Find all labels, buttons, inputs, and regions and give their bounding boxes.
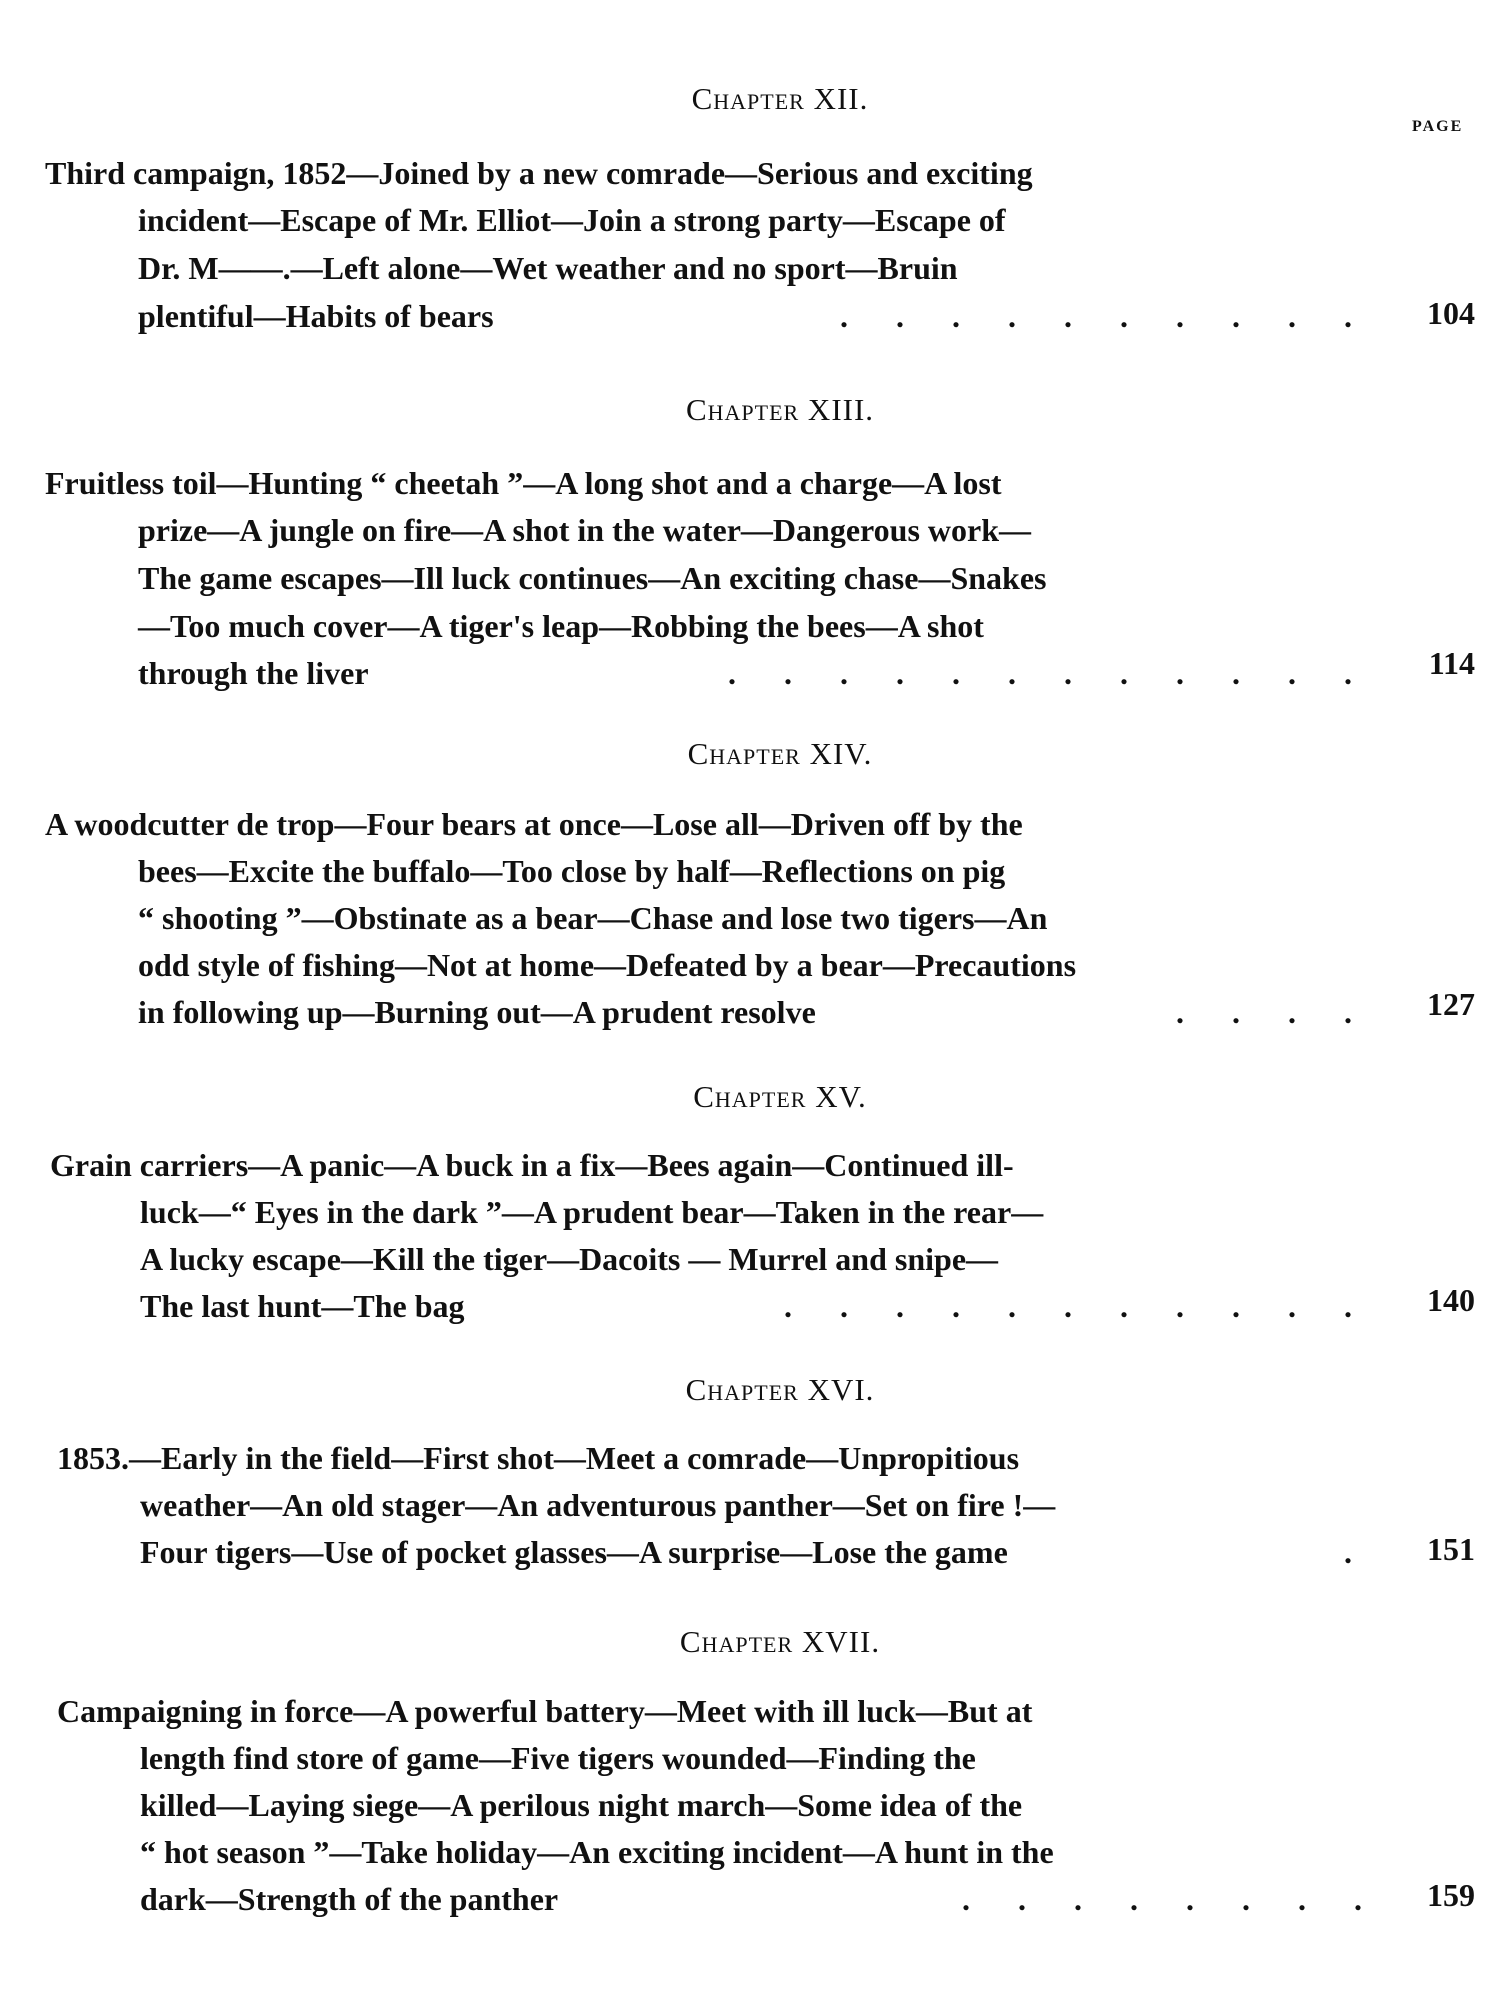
chapter-heading: Chapter XIII. [685, 392, 875, 427]
chapter-heading: Chapter XV. [693, 1079, 867, 1114]
summary-line: Third campaign, 1852—Joined by a new comrade—Serious and exciting [45, 155, 1033, 191]
summary-line: Campaigning in force—A powerful battery—Meet with ill luck—But at [57, 1693, 1033, 1729]
dot-leader: . . . . . . . . . . . . [728, 655, 1352, 691]
dot-leader: . . . . . . . . . . . [784, 1288, 1352, 1324]
summary-line: Four tigers—Use of pocket glasses—A surprise—Lose the game [140, 1534, 1008, 1570]
page-number: 114 [1428, 645, 1475, 681]
summary-line: dark—Strength of the panther [140, 1881, 559, 1917]
summary-line: 1853.—Early in the field—First shot—Meet a comrade—Unpropitious [57, 1440, 1020, 1476]
summary-final-line [138, 293, 1352, 340]
summary-line: Fruitless toil—Hunting “ cheetah ”—A long shot and a charge—A lost [45, 465, 1002, 501]
page-number: 104 [1427, 295, 1475, 331]
summary-line: The last hunt—The bag [140, 1288, 465, 1324]
page-number: 159 [1427, 1877, 1475, 1913]
chapter-heading: Chapter XVII. [679, 1624, 881, 1659]
summary-line: weather—An old stager—An adventurous panther—Set on fire !— [140, 1487, 1056, 1523]
summary-line: in following up—Burning out—A prudent resolve [138, 994, 816, 1030]
summary-final-line [140, 1876, 1362, 1923]
chapter-heading: Chapter XIV. [687, 736, 873, 771]
dot-leader: . [1344, 1534, 1352, 1570]
page-number: 140 [1427, 1282, 1475, 1318]
summary-line: Dr. M——.—Left alone—Wet weather and no sport—Bruin [138, 250, 958, 286]
summary-line: killed—Laying siege—A perilous night march—Some idea of the [140, 1787, 1023, 1823]
summary-line: incident—Escape of Mr. Elliot—Join a strong party—Escape of [138, 202, 1006, 238]
summary-line: through the liver [138, 655, 369, 691]
page-number: 127 [1427, 986, 1475, 1022]
summary-line: bees—Excite the buffalo—Too close by half—Reflections on pig [138, 853, 1006, 889]
summary-final-line [138, 650, 1352, 697]
summary-line: plentiful—Habits of bears [138, 298, 494, 334]
summary-line: luck—“ Eyes in the dark ”—A prudent bear—Taken in the rear— [140, 1194, 1044, 1230]
summary-line: odd style of fishing—Not at home—Defeated by a bear—Precautions [138, 947, 1077, 983]
summary-line: A woodcutter de trop—Four bears at once—Lose all—Driven off by the [45, 806, 1023, 842]
summary-final-line [140, 1529, 1352, 1576]
summary-line: The game escapes—Ill luck continues—An exciting chase—Snakes [138, 560, 1047, 596]
dot-leader: . . . . [1176, 994, 1352, 1030]
dot-leader: . . . . . . . . [962, 1881, 1362, 1917]
dot-leader: . . . . . . . . . . [840, 298, 1352, 334]
summary-line: “ hot season ”—Take holiday—An exciting incident—A hunt in the [140, 1834, 1054, 1870]
summary-line: “ shooting ”—Obstinate as a bear—Chase and lose two tigers—An [138, 900, 1048, 936]
summary-final-line [140, 1283, 1352, 1330]
summary-line: length find store of game—Five tigers wounded—Finding the [140, 1740, 976, 1776]
summary-line: —Too much cover—A tiger's leap—Robbing the bees—A shot [138, 608, 984, 644]
summary-line: A lucky escape—Kill the tiger—Dacoits — Murrel and snipe— [140, 1241, 999, 1277]
page-column-label: PAGE [1412, 118, 1464, 135]
summary-final-line [138, 989, 1352, 1036]
page-number: 151 [1427, 1531, 1475, 1567]
summary-line: prize—A jungle on fire—A shot in the water—Dangerous work— [138, 512, 1032, 548]
chapter-heading: Chapter XII. [691, 81, 869, 116]
summary-line: Grain carriers—A panic—A buck in a fix—Bees again—Continued ill- [50, 1147, 1014, 1183]
chapter-heading: Chapter XVI. [685, 1372, 875, 1407]
